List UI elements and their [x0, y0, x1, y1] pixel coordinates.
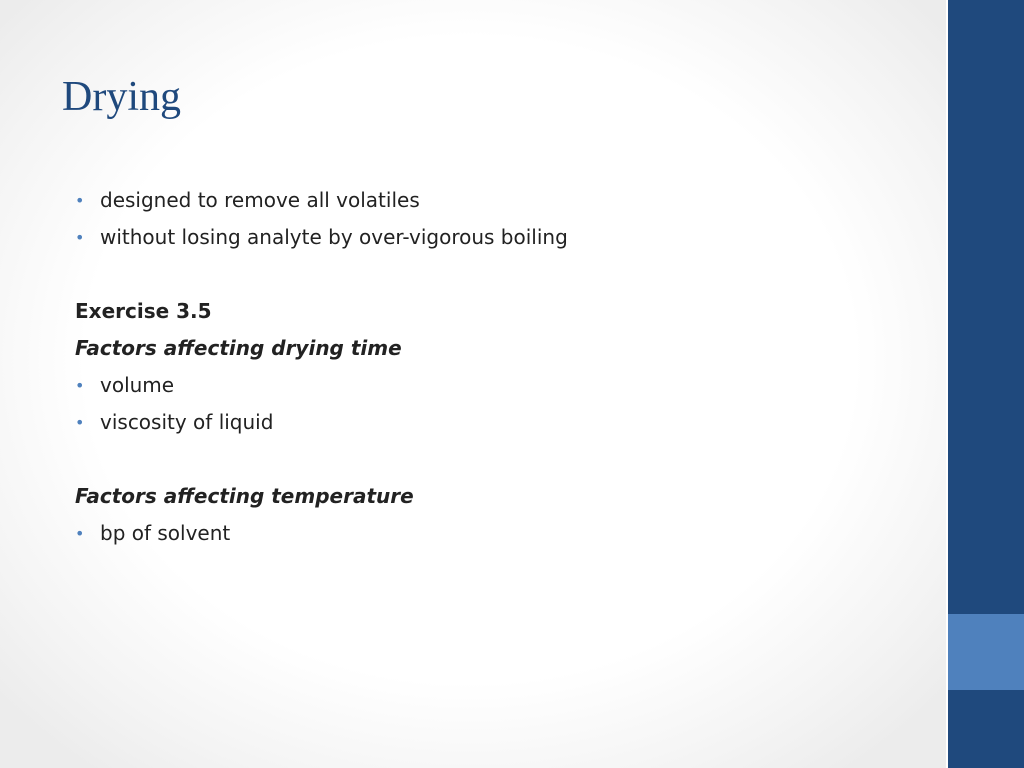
- bullet-item: [75, 515, 915, 552]
- drying-time-heading: Factors affecting drying time: [75, 336, 402, 360]
- bullet-icon: •: [75, 376, 85, 395]
- spacer: [75, 441, 915, 478]
- bullet-item: [75, 219, 915, 256]
- bullet-text: without losing analyte by over-vigorous boiling: [100, 225, 568, 249]
- exercise-label: Exercise 3.5: [75, 299, 212, 323]
- bullet-text: viscosity of liquid: [100, 410, 274, 434]
- bullet-icon: •: [75, 191, 85, 210]
- slide-title: Drying: [62, 74, 181, 120]
- bullet-item: [75, 404, 915, 441]
- bullet-icon: •: [75, 413, 85, 432]
- slide-body: [75, 182, 915, 552]
- bullet-text: designed to remove all volatiles: [100, 188, 420, 212]
- bullet-item: [75, 367, 915, 404]
- spacer: [75, 256, 915, 293]
- bullet-icon: •: [75, 228, 85, 247]
- bullet-icon: •: [75, 524, 85, 543]
- sidebar-accent-block: [948, 614, 1024, 690]
- bullet-item: [75, 182, 915, 219]
- bullet-text: volume: [100, 373, 175, 397]
- temperature-heading: Factors affecting temperature: [75, 484, 414, 508]
- bullet-text: bp of solvent: [100, 521, 231, 545]
